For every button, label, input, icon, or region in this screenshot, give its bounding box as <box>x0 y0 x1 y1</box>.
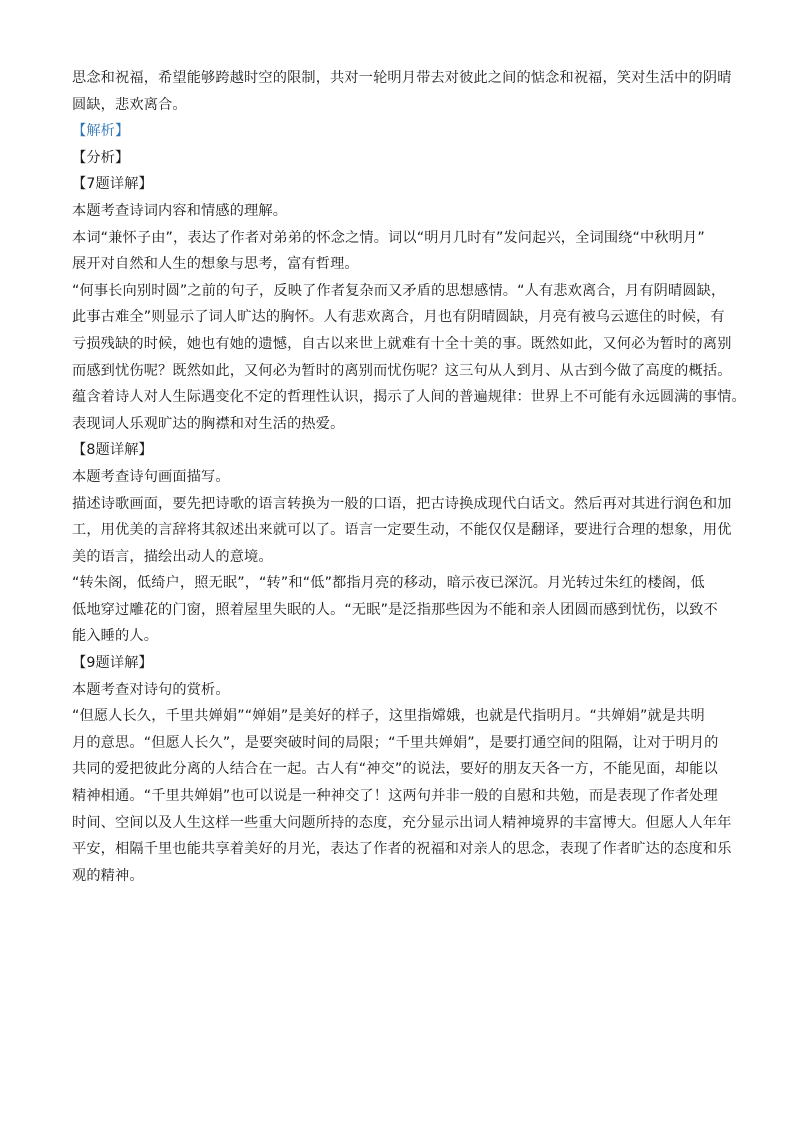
paragraph-line: 本题考查诗句画面描写。 <box>72 468 230 485</box>
paragraph-line: 美的语言，描绘出动人的意境。 <box>72 548 273 565</box>
paragraph-line: “何事长向别时圆”之前的句子，反映了作者复杂而又矛盾的思想感情。“人有悲欢离合，月有阴晴圆缺， <box>72 282 726 299</box>
section-heading-q9: 【9题详解】 <box>72 655 153 672</box>
paragraph-line: 平安，相隔千里也能共享着美好的月光，表达了作者的祝福和对亲人的思念，表现了作者旷达的态度和乐 <box>72 841 732 858</box>
paragraph-line: 本题考查诗词内容和情感的理解。 <box>72 202 288 219</box>
paragraph-line: 能入睡的人。 <box>72 628 159 645</box>
paragraph-line: 低地穿过雕花的门窗，照着屋里失眠的人。“无眠”是泛指那些因为不能和亲人团圆而感到忧伤，以致不 <box>72 601 718 618</box>
section-heading-jiexi: 【解析】 <box>72 123 130 140</box>
paragraph-line: 此事古难全”则显示了词人旷达的胸怀。人有悲欢离合，月也有阴晴圆缺，月亮有被乌云遮住的时候，有 <box>72 309 725 326</box>
paragraph-line: 共同的爱把彼此分离的人结合在一起。古人有“神交”的说法，要好的朋友天各一方，不能见面，却能以 <box>72 761 718 778</box>
section-heading-q8: 【8题详解】 <box>72 442 153 459</box>
paragraph-line: 圆缺，悲欢离合。 <box>72 96 187 113</box>
paragraph-line: 表现词人乐观旷达的胸襟和对生活的热爱。 <box>72 415 345 432</box>
section-heading-q7: 【7题详解】 <box>72 176 153 193</box>
section-heading-fenxi: 【分析】 <box>72 149 130 166</box>
paragraph-line: 展开对自然和人生的想象与思考，富有哲理。 <box>72 256 359 273</box>
paragraph-line: 描述诗歌画面，要先把诗歌的语言转换为一般的口语，把古诗换成现代白话文。然后再对其进行润色和加 <box>72 495 732 512</box>
paragraph-line: 亏损残缺的时候，她也有她的遗憾，自古以来世上就难有十全十美的事。既然如此，又何必为暂时的离别 <box>72 335 732 352</box>
document-body <box>72 65 746 889</box>
paragraph-line: 而感到忧伤呢？既然如此，又何必为暂时的离别而忧伤呢？这三句从人到月、从古到今做了高度的概括。 <box>72 362 732 379</box>
paragraph-line: 本词“兼怀子由”，表达了作者对弟弟的怀念之情。词以“明月几时有”发问起兴，全词围绕“中秋明月” <box>72 229 705 246</box>
paragraph-line: 时间、空间以及人生这样一些重大问题所持的态度，充分显示出词人精神境界的丰富博大。但愿人人年年 <box>72 814 732 831</box>
paragraph-line: 观的精神。 <box>72 867 144 884</box>
paragraph-line: “转朱阁，低绮户，照无眠”，“转”和“低”都指月亮的移动，暗示夜已深沉。月光转过朱红的楼阁，低 <box>72 575 705 592</box>
paragraph-line: 月的意思。“但愿人长久”，是要突破时间的局限；“千里共婵娟”，是要打通空间的阻隔，让对于明月的 <box>72 734 719 751</box>
paragraph-line: 蕴含着诗人对人生际遇变化不定的哲理性认识，揭示了人间的普遍规律：世界上不可能有永远圆满的事情。 <box>72 389 746 406</box>
paragraph-line: “但愿人长久，千里共婵娟”“婵娟”是美好的样子，这里指嫦娥，也就是代指明月。“共婵娟”就是共明 <box>72 708 705 725</box>
paragraph-line: 思念和祝福，希望能够跨越时空的限制，共对一轮明月带去对彼此之间的惦念和祝福，笑对生活中的阴晴 <box>72 70 732 86</box>
paragraph-line: 精神相通。“千里共婵娟”也可以说是一种神交了！这两句并非一般的自慰和共勉，而是表现了作者处理 <box>72 788 718 805</box>
paragraph-line: 工，用优美的言辞将其叙述出来就可以了。语言一定要生动，不能仅仅是翻译，要进行合理的想象，用优 <box>72 522 732 539</box>
paragraph-line: 本题考查对诗句的赏析。 <box>72 681 230 698</box>
